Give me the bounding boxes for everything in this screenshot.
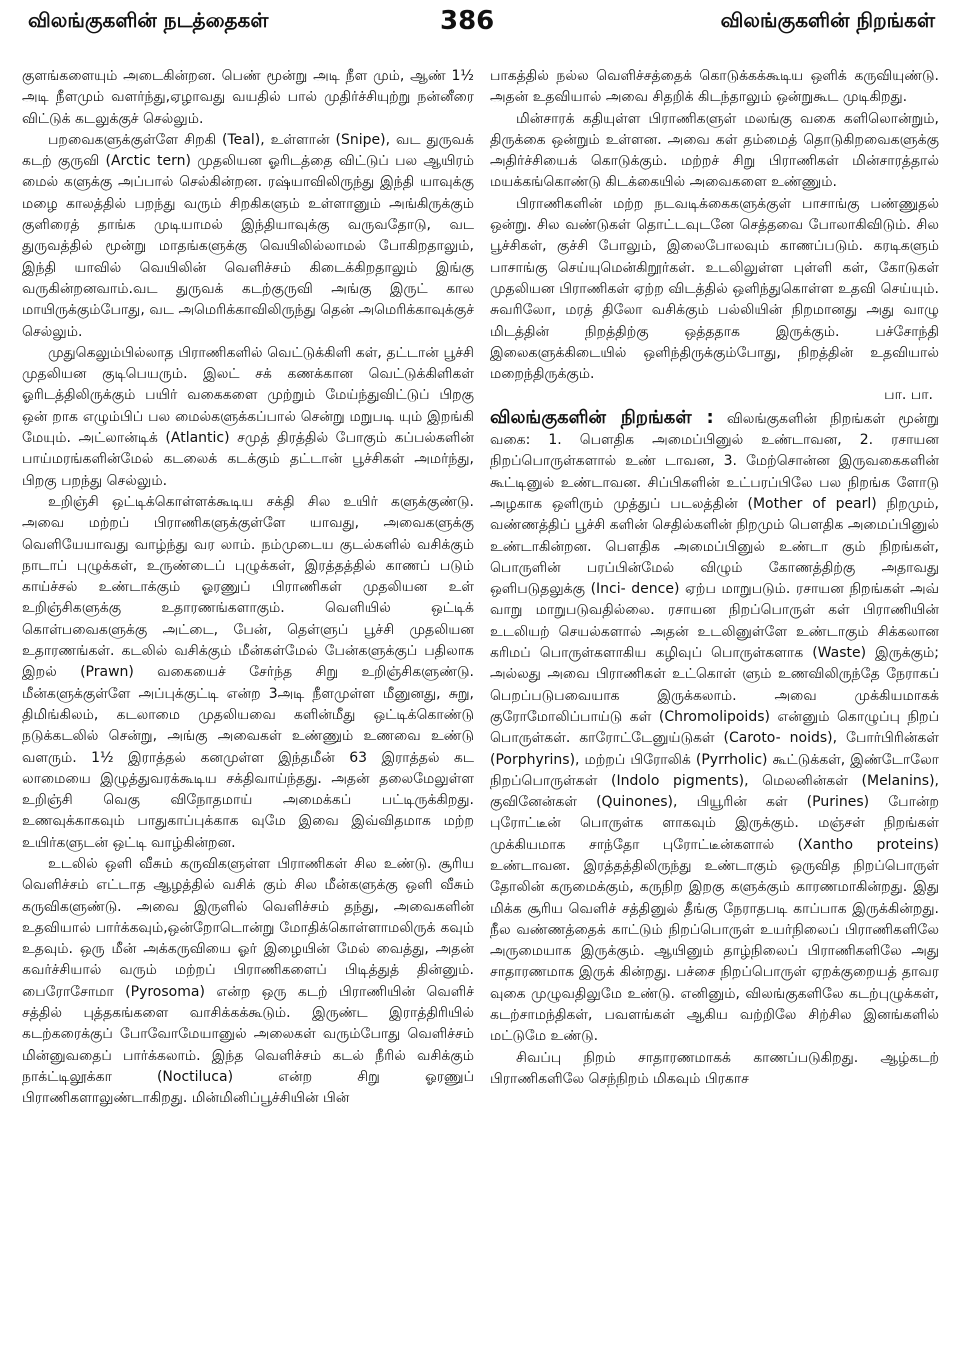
section-text: விலங்குகளின் நிறங்கள் மூன்று வகை: 1. பௌதிக அமைப்பினுல் உண்டாவன, 2. ரசாயன நிறப்பொருள்களால் உண் டாவன, 3. மேற்சொன்ன இருவகைகளின் கூட்டினுல் உண்டாவன. சிப்பிகளின் உட்பரப்பிலே பல நிறங்க ளோடு அழகாக ஒளிரும் முத்துப் படலத்தின் (Mother of pearl) நிறமும், வண்ணத்திப் பூச்சி களின் செதில்களின் நிறமும் பௌதிக அமைப்பினுல் உண்டாகின்றன. பௌதிக அமைப்பினுல் உண்டா கும் நிறங்கள், பொருளின் பரப்பின்மேல் விழும் கோணத்திற்கு அதாவது ஒளிபடுதலுக்கு (Inci- dence) ஏற்ப மாறுபடும். ரசாயன நிறங்கள் அவ் வாறு மாறுபடுவதில்லை. ரசாயன நிறப்பொருள் கள் பிராணியின் உடலியற் செயல்களால் அதன் உடலினுள்ளே உண்டாகும் சிக்கலான கரிமப் பொருள்களாகிய கழிவுப் பொருள்களாக (Waste) இருக்கும்; அல்லது அவை பிராணிகள் உட்கொள் ளும் உணவிலிருந்தே நேராகப் பெறப்படுபவையாக இருக்கலாம். அவை முக்கியமாகக் குரோமோலிப்பாய்டு கள் (Chromolipoids) என்னும் கொழுப்பு நிறப் பொருள்கள். காரோட்டேனுய்டுகள் (Caroto- noids), போர்பிரின்கள் (Porphyrins), மற்றப் பிரோலிக் (Pyrrholic) கூட்டுக்கள், இண்டோலோ நிறப்பொருள்கள் (Indolo pigments), மெலனின்கள் (Melanins), குவினேன்கள் (Quinones), பியூரின் கள் (Purines) போன்ற புரோட்டீன் பொருள்க ளாகவும் இருக்கும். மஞ்சள் நிறங்கள் முக்கியமாக சாந்தோ புரோட்டீன்களால் (Xantho proteins) உண்டாவன. இரத்தத்திலிருந்து உண்டாகும் ஒருவித நிறப்பொருள் தோலின் கருமைக்கும், கருநிற இறகு களுக்கும் காரணமாகின்றது. இது மிக்க சூரிய வெளிச் சத்தினுல் தீங்கு நேராதபடி காப்பாக இருக்கின்றது. நீல வண்ணத்தைக் காட்டும் நிறப்பொருள் உயர்நிலைப் பிராணிகளிலே அருமையாக இருக்கும். ஆயினும் தாழ்நிலைப் பிராணிகளிலே அது சாதாரணமாக இருக் கின்றது. பச்சை நிறப்பொருள் ஏறக்குறையத் தாவர வுகை முழுவதிலுமே உண்டு. எனினும், விலங்குகளிலே கடற்புழுக்கள், கடற்சாமந்திகள், பவளங்கள் ஆகிய வற்றிலே சிற்சில இனங்களில் மட்டுமே உண்டு.	[490, 410, 939, 1045]
paragraph: சிவப்பு நிறம் சாதாரணமாகக் காணப்படுகிறது. ஆழ்கடற் பிராணிகளிலே செந்நிறம் மிகவும் பிரகாச	[490, 1049, 939, 1087]
paragraph: மின்சாரக் கதியுள்ள பிராணிகளுள் மலங்கு வகை களிலொன்றும், திருக்கை ஒன்றும் உள்ளன. அவை கள் தம்மைத் தொடுகிறவைகளுக்கு அதிர்ச்சியைக் கொடுக்கும். மற்றச் சிறு பிராணிகள் மின்சாரத்தால் மயக்கங்கொண்டு கிடக்கையில் அவைகளை உண்ணும்.	[490, 110, 939, 191]
paragraph: உறிஞ்சி ஒட்டிக்கொள்ளக்கூடிய சக்தி சில உயிர் களுக்குண்டு. அவை மற்றப் பிராணிகளுக்குள்ளே யாவது, அவைகளுக்கு வெளியேயாவது வாழ்ந்து வர லாம். நம்முடைய குடல்களில் வசிக்கும் நாடாப் புழுக்கள், உருண்டைப் புழுக்கள், இரத்தத்தில் காணப் படும் காய்ச்சல் உண்டாக்கும் ஓரணுப் பிராணிகள் முதலியன உள் உறிஞ்சிகளுக்கு உதாரணங்களாகும். வெளியில் ஒட்டிக் கொள்பவைகளுக்கு அட்டை, பேன், தெள்ளுப் பூச்சி முதலியன உதாரணங்கள். கடலில் வசிக்கும் மீன்கள்மேல் பேன்களுக்குப் பதிலாக இறல் (Prawn) வகையைச் சேர்ந்த சிறு உறிஞ்சிகளுண்டு. மீன்களுக்குள்ளே அப்புக்குட்டி என்ற 3அடி நீளமுள்ள மீனுனது, சுறு, திமிங்கிலம், கடலாமை முதலியவை களின்மீது ஒட்டிக்கொண்டு நடுக்கடலில் சென்று, அங்கு அவைகள் உண்ணும் உணவை உண்டு வளரும். 1½ இராத்தல் கனமுள்ள இந்தமீன் 63 இராத்தல் கட லாமையை இழுத்துவரக்கூடிய சக்திவாய்ந்தது. அதன் தலைமேலுள்ள உறிஞ்சி வெகு விநோதமாய் அமைக்கப் பட்டிருக்கிறது. உணவுக்காகவும் பாதுகாப்புக்காக வுமே இவை இவ்விதமாக மற்ற உயிர்களுடன் ஒட்டி வாழ்கின்றன.	[22, 493, 474, 851]
section-paragraph	[490, 407, 939, 1048]
paragraph: பிராணிகளின் மற்ற நடவடிக்கைகளுக்குள் பாசாங்கு பண்ணுதல் ஒன்று. சில வண்டுகள் தொட்டவுடனே செத்தவை போலாகிவிடும். சில பூச்சிகள், குச்சி போலும், இலைபோலவும் காணப்படும். கரடிகளும் பாசாங்கு செய்யுமென்கிறூர்கள். உடலிலுள்ள புள்ளி கள், கோடுகள் முதலியன பிராணிகள் ஏற்ற விடத்தில் ஒளிந்துகொள்ள உதவி செய்யும். சுவரிலோ, மரத் திலோ வசிக்கும் பல்லியின் நிறமானது அது வாழு மிடத்தின் நிறத்திற்கு ஒத்ததாக இருக்கும். பச்சோந்தி இலைகளுக்கிடையில் ஒளிந்திருக்கும்போது, நிறத்தின் உதவியால் மறைந்திருக்கும்.	[490, 195, 939, 383]
left-column	[22, 66, 474, 1354]
author-signature: பா. பா.	[884, 387, 933, 404]
section-heading: விலங்குகளின் நிறங்கள் :	[490, 406, 714, 428]
page-number: 386	[440, 6, 495, 36]
right-column	[490, 66, 939, 1354]
running-head-right: விலங்குகளின் நிறங்கள்	[720, 8, 935, 32]
paragraph: உடலில் ஒளி வீசும் கருவிகளுள்ள பிராணிகள் சில உண்டு. சூரிய வெளிச்சம் எட்டாத ஆழத்தில் வசிக் கும் சில மீன்களுக்கு ஒளி வீசும் கருவிகளுண்டு. அவை இருளில் வெளிச்சம் தந்து, அவைகளின் உதவியால் பார்க்கவும்,ஒன்றோடொன்று மோதிக்கொள்ளாமலிருக் கவும் உதவும். ஒரு மீன் அக்கருவியை ஓர் இழையின் மேல் வைத்து, அதன் கவர்ச்சியால் வரும் மற்றப் பிராணிகளைப் பிடித்துத் தின்னும். பைரோசோமா (Pyrosoma) என்ற ஒரு கடற் பிராணியின் வெளிச் சத்தில் புத்தகங்களை வாசிக்கக்கூடும். இருண்ட இராத்திரியில் கடற்கரைக்குப் போவோமேயானுல் அலைகள் வரும்போது வெளிச்சம் மின்னுவதைப் பார்க்கலாம். இந்த வெளிச்சம் கடல் நீரில் வசிக்கும் நாக்ட்டிலூக்கா (Noctiluca) என்ற சிறு ஓரணுப் பிராணிகளாலுண்டாகிறது. மின்மினிப்பூச்சியின் பின்	[22, 855, 474, 1107]
paragraph: பறவைகளுக்குள்ளே சிறகி (Teal), உள்ளான் (Snipe), வட துருவக் கடற் குருவி (Arctic tern) முதலியன ஓரிடத்தை விட்டுப் பல ஆயிரம் மைல் களுக்கு அப்பால் செல்கின்றன. ரஷ்யாவிலிருந்து இந்தி யாவுக்கு மழை காலத்தில் பறந்து வரும் சிறகிகளும் உள்ளானும் அங்கிருக்கும் குளிரைத் தாங்க முடியாமல் இந்தியாவுக்கு வருவதோடு, வட துருவத்தில் மூன்று மாதங்களுக்கு வெயிலில்லாமல் போகிறதாலும், இந்தி யாவில் வெயிலின் வெளிச்சம் கிடைக்கிறதாலும் இங்கு வருகின்றனவாம்.வட துருவக் கடற்குருவி அங்கு இருட் கால மாயிருக்கும்போது, வட அமெரிக்காவிலிருந்து தென் அமெரிக்காவுக்குச் செல்லும்.	[22, 131, 474, 340]
paragraph: பாகத்தில் நல்ல வெளிச்சத்தைக் கொடுக்கக்கூடிய ஒளிக் கருவியுண்டு. அதன் உதவியால் அவை சிதறிக் கிடந்தாலும் ஒன்றுகூட முடிகிறது.	[490, 68, 939, 106]
paragraph: முதுகெலும்பில்லாத பிராணிகளில் வெட்டுக்கிளி கள், தட்டான் பூச்சி முதலியன குடிபெயரும். இலட் சக் கணக்கான வெட்டுக்கிளிகள் ஓரிடத்திலிருக்கும் பயிர் வகைகளை முற்றும் மேய்ந்துவிட்டுப் பிறகு ஒன் றாக எழும்பிப் பல மைல்களுக்கப்பால் சென்று மறுபடி யும் இறங்கி மேயும். அட்லான்டிக் (Atlantic) சமுத் திரத்தில் போகும் கப்பல்களின் பாய்மரங்களின்மேல் கடலைக் கடக்கும் தட்டான் பூச்சிகள் அமர்ந்து, பிறகு பறந்து செல்லும்.	[22, 344, 474, 489]
running-head-left: விலங்குகளின் நடத்தைகள்	[28, 8, 269, 32]
page-header	[0, 0, 959, 60]
paragraph: குளங்களையும் அடைகின்றன. பெண் மூன்று அடி நீள மும், ஆண் 1½ அடி நீளமும் வளர்ந்து,ஏழாவது வயதில் பால் முதிர்ச்சியுற்று நன்னீரை விட்டுக் கடலுக்குச் செல்லும்.	[22, 68, 474, 127]
